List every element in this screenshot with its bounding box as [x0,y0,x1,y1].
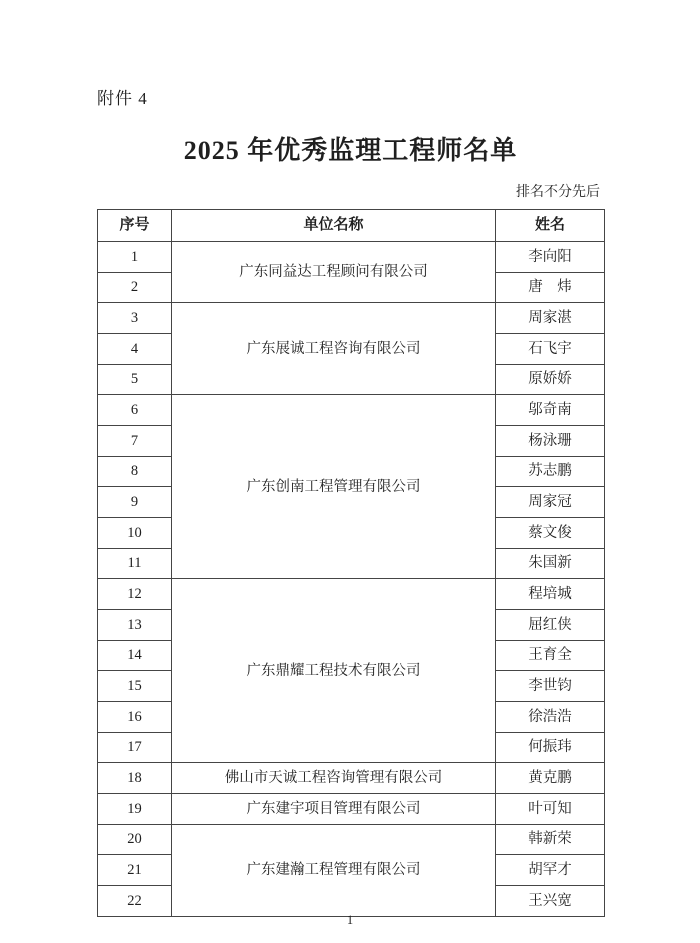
name-cell: 唐 炜 [496,272,605,303]
name-cell: 何振玮 [496,732,605,763]
table-row [98,395,605,426]
table-row [98,242,605,273]
row-number-cell: 10 [98,518,172,549]
name-cell: 李世钧 [496,671,605,702]
row-number-cell: 9 [98,487,172,518]
header-cell-name: 姓名 [496,210,605,242]
table-row [98,579,605,610]
company-cell: 广东展诚工程咨询有限公司 [172,303,496,395]
header-row [98,210,605,242]
row-number-cell: 4 [98,334,172,365]
name-cell: 邬奇南 [496,395,605,426]
row-number-cell: 3 [98,303,172,334]
row-number-cell: 15 [98,671,172,702]
row-number-cell: 12 [98,579,172,610]
name-cell: 石飞宇 [496,334,605,365]
name-cell: 朱国新 [496,548,605,579]
name-cell: 程培城 [496,579,605,610]
row-number-cell: 11 [98,548,172,579]
name-cell: 苏志鹏 [496,456,605,487]
table-row [98,303,605,334]
company-cell: 佛山市天诚工程咨询管理有限公司 [172,763,496,794]
page-title: 2025 年优秀监理工程师名单 [183,136,518,165]
ranking-note: 排名不分先后 [516,185,600,200]
name-cell: 王兴宽 [496,886,605,917]
roster-table-header [98,210,605,242]
row-number-cell: 8 [98,456,172,487]
name-cell: 韩新荣 [496,824,605,855]
row-number-cell: 1 [98,242,172,273]
row-number-cell: 14 [98,640,172,671]
table-row [98,794,605,825]
name-cell: 叶可知 [496,794,605,825]
row-number-cell: 17 [98,732,172,763]
row-number-cell: 6 [98,395,172,426]
row-number-cell: 21 [98,855,172,886]
name-cell: 徐浩浩 [496,702,605,733]
row-number-cell: 19 [98,794,172,825]
name-cell: 周家湛 [496,303,605,334]
company-cell: 广东建宇项目管理有限公司 [172,794,496,825]
name-cell: 黄克鹏 [496,763,605,794]
company-cell: 广东同益达工程顾问有限公司 [172,242,496,303]
company-cell: 广东创南工程管理有限公司 [172,395,496,579]
row-number-cell: 16 [98,702,172,733]
row-number-cell: 5 [98,364,172,395]
name-cell: 杨泳珊 [496,426,605,457]
row-number-cell: 7 [98,426,172,457]
page-number: 1 [346,913,354,927]
header-cell-index: 序号 [98,210,172,242]
attachment-label: 附件 4 [97,89,148,108]
row-number-cell: 13 [98,610,172,641]
name-cell: 王育全 [496,640,605,671]
table-row [98,824,605,855]
roster-table-body [98,242,605,917]
roster-table [97,209,605,917]
header-cell-company: 单位名称 [172,210,496,242]
row-number-cell: 22 [98,886,172,917]
row-number-cell: 18 [98,763,172,794]
name-cell: 周家冠 [496,487,605,518]
document-content [97,0,604,917]
table-row [98,763,605,794]
name-cell: 蔡文俊 [496,518,605,549]
row-number-cell: 2 [98,272,172,303]
company-cell: 广东建瀚工程管理有限公司 [172,824,496,916]
name-cell: 原娇娇 [496,364,605,395]
name-cell: 屈红侠 [496,610,605,641]
name-cell: 李向阳 [496,242,605,273]
row-number-cell: 20 [98,824,172,855]
company-cell: 广东鼎耀工程技术有限公司 [172,579,496,763]
name-cell: 胡罕才 [496,855,605,886]
